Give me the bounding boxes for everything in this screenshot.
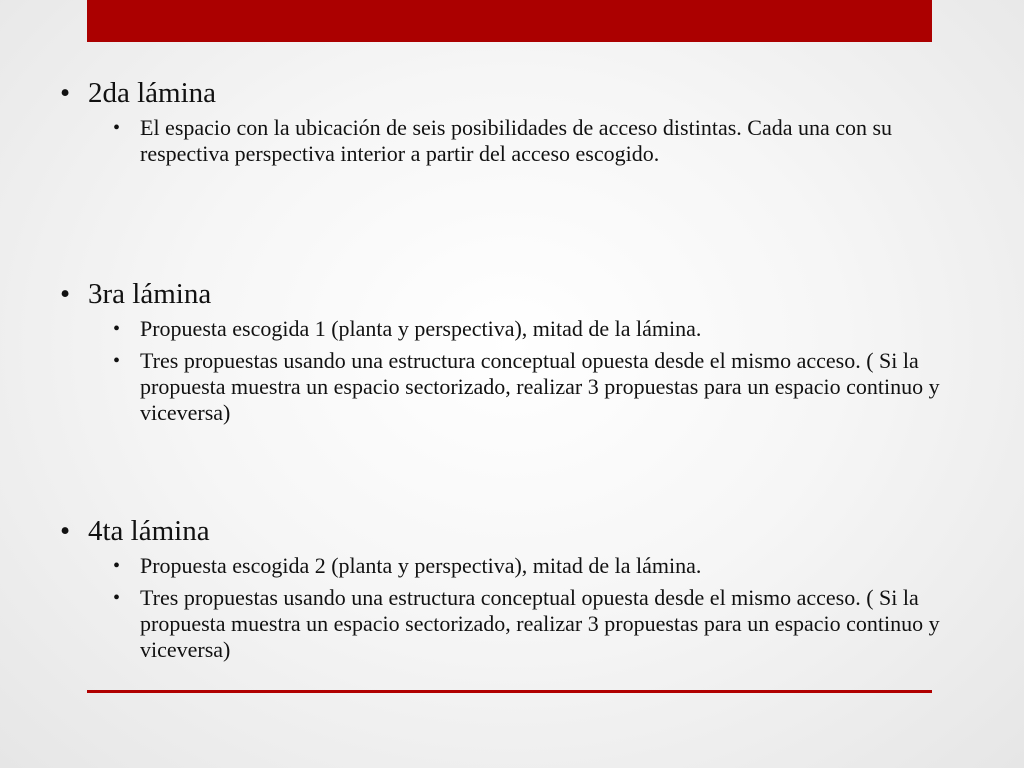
item-text: El espacio con la ubicación de seis posibilidades de acceso distintas. Cada una con su respectiva perspectiva interior a partir del acceso escogido. [140, 115, 893, 166]
item-text: Propuesta escogida 1 (planta y perspectiva), mitad de la lámina. [140, 316, 702, 341]
bullet-icon: • [113, 587, 121, 609]
list-item [60, 316, 940, 342]
section-heading [60, 277, 940, 311]
bullet-icon: • [113, 350, 121, 372]
section-heading [60, 76, 940, 110]
item-text: Propuesta escogida 2 (planta y perspectiva), mitad de la lámina. [140, 553, 702, 578]
item-list [60, 115, 940, 167]
bullet-icon: • [113, 117, 121, 139]
list-item [60, 115, 940, 167]
bullet-icon: • [113, 318, 121, 340]
bullet-icon: • [60, 77, 71, 109]
item-text: Tres propuestas usando una estructura conceptual opuesta desde el mismo acceso. ( Si la propuesta muestra un espacio sectorizado, realizar 3 propuestas para un espacio continuo y viceversa) [140, 348, 940, 425]
section-2da-lamina [60, 76, 940, 173]
list-item [60, 553, 940, 579]
bottom-accent-rule [87, 690, 932, 693]
list-item [60, 348, 940, 426]
item-list [60, 553, 940, 663]
heading-text: 3ra lámina [88, 278, 212, 310]
bullet-icon: • [60, 278, 71, 310]
bullet-icon: • [60, 515, 71, 547]
item-text: Tres propuestas usando una estructura conceptual opuesta desde el mismo acceso. ( Si la propuesta muestra un espacio sectorizado, realizar 3 propuestas para un espacio continuo y viceversa) [140, 585, 940, 662]
heading-text: 4ta lámina [88, 515, 210, 547]
bullet-icon: • [113, 555, 121, 577]
section-heading [60, 514, 940, 548]
list-item [60, 585, 940, 663]
item-list [60, 316, 940, 426]
section-3ra-lamina [60, 277, 940, 432]
section-4ta-lamina [60, 514, 940, 669]
heading-text: 2da lámina [88, 77, 217, 109]
